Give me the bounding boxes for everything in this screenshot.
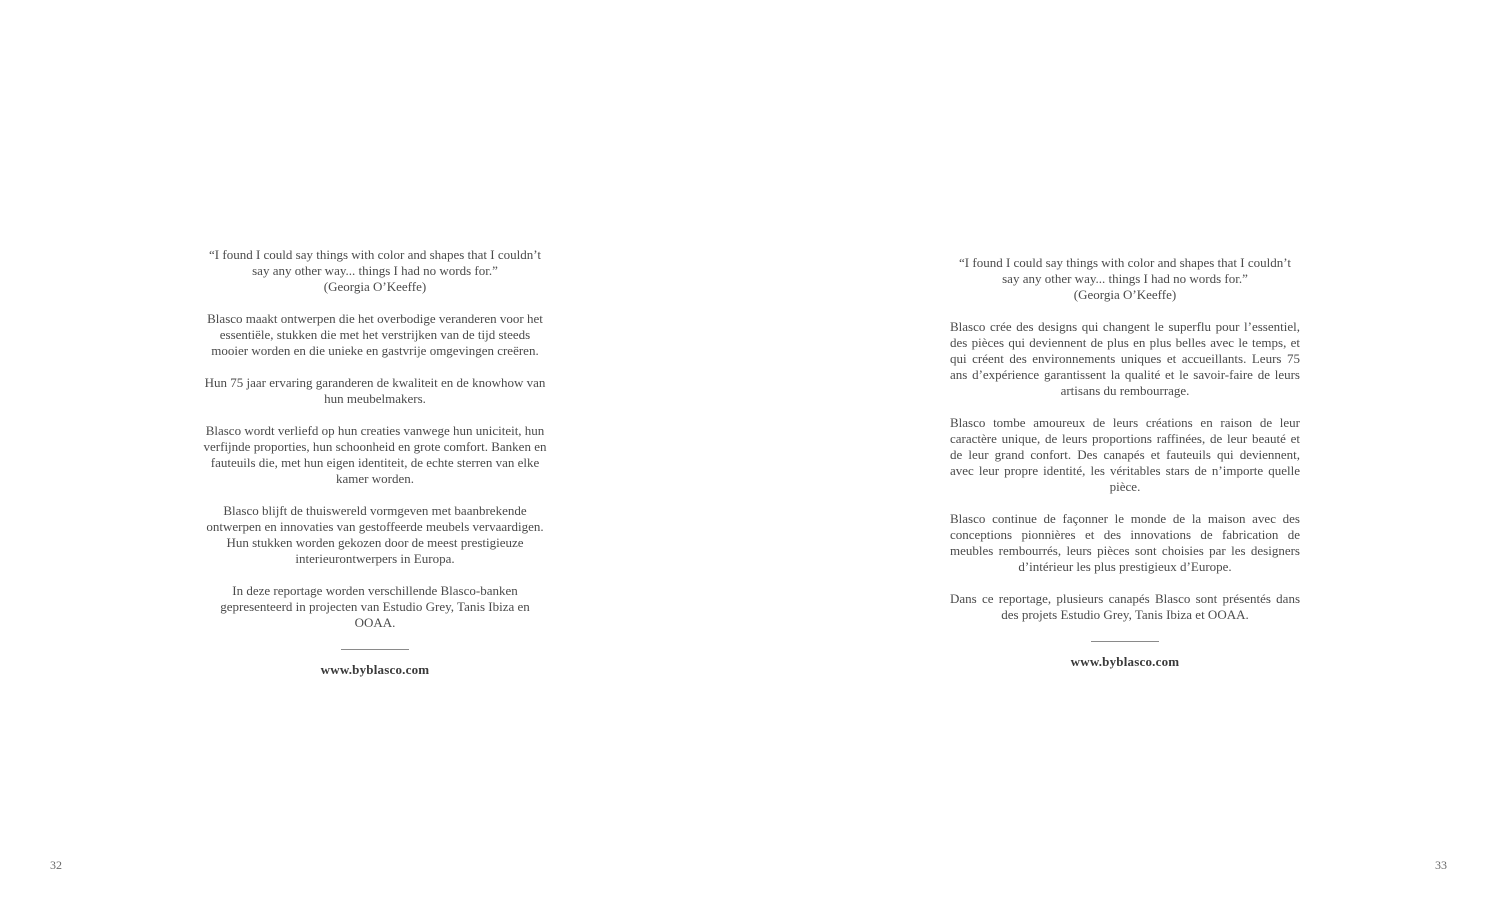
left-quote-text: “I found I could say things with color and shapes that I couldn’t say any other way... things I had no words for.” — [209, 247, 541, 278]
left-quote — [200, 247, 550, 295]
left-paragraph-2: Hun 75 jaar ervaring garanderen de kwaliteit en de knowhow van hun meubelmakers. — [204, 375, 546, 406]
right-website-link[interactable]: www.byblasco.com — [1070, 654, 1180, 669]
right-page — [750, 0, 1500, 904]
right-paragraph-4: Dans ce reportage, plusieurs canapés Blasco sont présentés dans des projets Estudio Grey, Tanis Ibiza et OOAA. — [950, 591, 1300, 622]
left-website-link[interactable]: www.byblasco.com — [320, 662, 430, 677]
right-text-block — [950, 255, 1300, 670]
right-quote-text: “I found I could say things with color and shapes that I couldn’t say any other way... things I had no words for.” — [959, 255, 1291, 286]
right-paragraph-2: Blasco tombe amoureux de leurs créations en raison de leur caractère unique, de leurs proportions raffinées, de leur beauté et de leur grand confort. Des canapés et fauteuils qui deviennent, avec leur propre identité, les véritables stars de n’importe quelle pièce. — [950, 415, 1300, 494]
right-quote — [950, 255, 1300, 303]
right-page-number: 33 — [1435, 858, 1447, 872]
left-paragraph-4: Blasco blijft de thuiswereld vormgeven met baanbrekende ontwerpen en innovaties van gestoffeerde meubels vervaardigen. Hun stukken worden gekozen door de meest prestigieuze interieurontwerpers in Europa. — [206, 503, 544, 566]
left-divider — [341, 649, 409, 650]
left-page-number: 32 — [50, 858, 62, 872]
left-quote-author: (Georgia O’Keeffe) — [323, 279, 427, 294]
left-text-block — [200, 247, 550, 678]
right-divider — [1091, 641, 1159, 642]
right-paragraph-3: Blasco continue de façonner le monde de la maison avec des conceptions pionnières et des innovations de fabrication de meubles rembourrés, leurs pièces sont choisies par les designers d’intérieur les plus prestigieux d’Europe. — [950, 511, 1300, 574]
left-paragraph-1: Blasco maakt ontwerpen die het overbodige veranderen voor het essentiële, stukken die met het verstrijken van de tijd steeds mooier worden en die unieke en gastvrije omgevingen creëren. — [207, 311, 543, 358]
right-quote-author: (Georgia O’Keeffe) — [1073, 287, 1177, 302]
left-paragraph-3: Blasco wordt verliefd op hun creaties vanwege hun uniciteit, hun verfijnde proporties, hun schoonheid en grote comfort. Banken en fauteuils die, met hun eigen identiteit, de echte sterren van elke kamer worden. — [203, 423, 547, 486]
left-paragraph-5: In deze reportage worden verschillende Blasco-banken gepresenteerd in projecten van Estudio Grey, Tanis Ibiza en OOAA. — [220, 583, 530, 630]
right-paragraph-1: Blasco crée des designs qui changent le superflu pour l’essentiel, des pièces qui deviennent de plus en plus belles avec le temps, et qui créent des environnements uniques et accueillants. Leurs 75 ans d’expérience garantissent la qualité et le savoir-faire de leurs artisans du rembourrage. — [950, 319, 1300, 398]
